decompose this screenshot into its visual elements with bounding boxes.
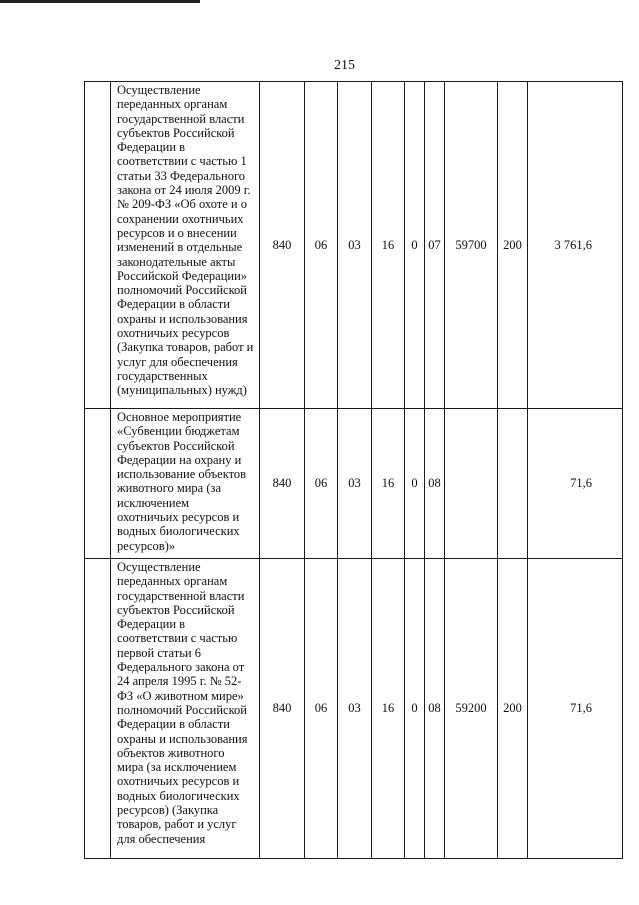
table-row (85, 409, 623, 559)
row-subsection-code: 03 (338, 409, 372, 559)
row-subsection-code: 03 (338, 82, 372, 409)
row-description: Осуществление переданных органам государственной власти субъектов Российской Федерации в соответствии с частью 1 статьи 33 Федерального закона от 24 июля 2009 г. № 209-ФЗ «Об охоте и о сохранении охотничьих ресурсов и о внесении изменений в отдельные законодательные акты Российской Федерации» полномочий Российской Федерации в области охраны и использования охотничьих ресурсов (Закупка товаров, работ и услуг для обеспечения государственных (муниципальных) нужд) (111, 82, 260, 409)
row-ministry-code: 840 (260, 559, 305, 859)
row-description: Осуществление переданных органам государственной власти субъектов Российской Федерации в соответствии с частью первой статьи 6 Федерального закона от 24 апреля 1995 г. № 52- ФЗ «О животном мире» полномочий Российской Федерации в области охраны и использования объектов животного мира (за исключением охотничьих ресурсов и водных биологических ресурсов) (Закупка товаров, работ и услуг для обеспечения (111, 559, 260, 859)
row-amount: 71,6 (528, 559, 623, 859)
row-amount: 71,6 (528, 409, 623, 559)
row-event-code: 08 (425, 559, 445, 859)
row-event-code: 07 (425, 82, 445, 409)
table-row (85, 82, 623, 409)
row-program-code: 16 (372, 409, 405, 559)
row-expense-type-code: 200 (498, 559, 528, 859)
row-ministry-code: 840 (260, 82, 305, 409)
row-direction-code (445, 409, 498, 559)
budget-table (84, 81, 623, 859)
row-ministry-code: 840 (260, 409, 305, 559)
row-description: Основное мероприятие «Субвенции бюджетам субъектов Российской Федерации на охрану и использование объектов животного мира (за исключением охотничьих ресурсов и водных биологических ресурсов)» (111, 409, 260, 559)
row-blank-cell (85, 559, 111, 859)
table-row (85, 559, 623, 859)
row-subprogram-code: 0 (405, 559, 425, 859)
row-section-code: 06 (305, 82, 338, 409)
row-direction-code: 59200 (445, 559, 498, 859)
row-subprogram-code: 0 (405, 82, 425, 409)
top-rule (0, 0, 200, 3)
row-program-code: 16 (372, 559, 405, 859)
row-amount: 3 761,6 (528, 82, 623, 409)
row-subsection-code: 03 (338, 559, 372, 859)
row-expense-type-code: 200 (498, 82, 528, 409)
row-blank-cell (85, 82, 111, 409)
row-expense-type-code (498, 409, 528, 559)
row-direction-code: 59700 (445, 82, 498, 409)
row-blank-cell (85, 409, 111, 559)
row-event-code: 08 (425, 409, 445, 559)
row-section-code: 06 (305, 409, 338, 559)
row-subprogram-code: 0 (405, 409, 425, 559)
row-program-code: 16 (372, 82, 405, 409)
row-section-code: 06 (305, 559, 338, 859)
page-number: 215 (334, 58, 355, 73)
